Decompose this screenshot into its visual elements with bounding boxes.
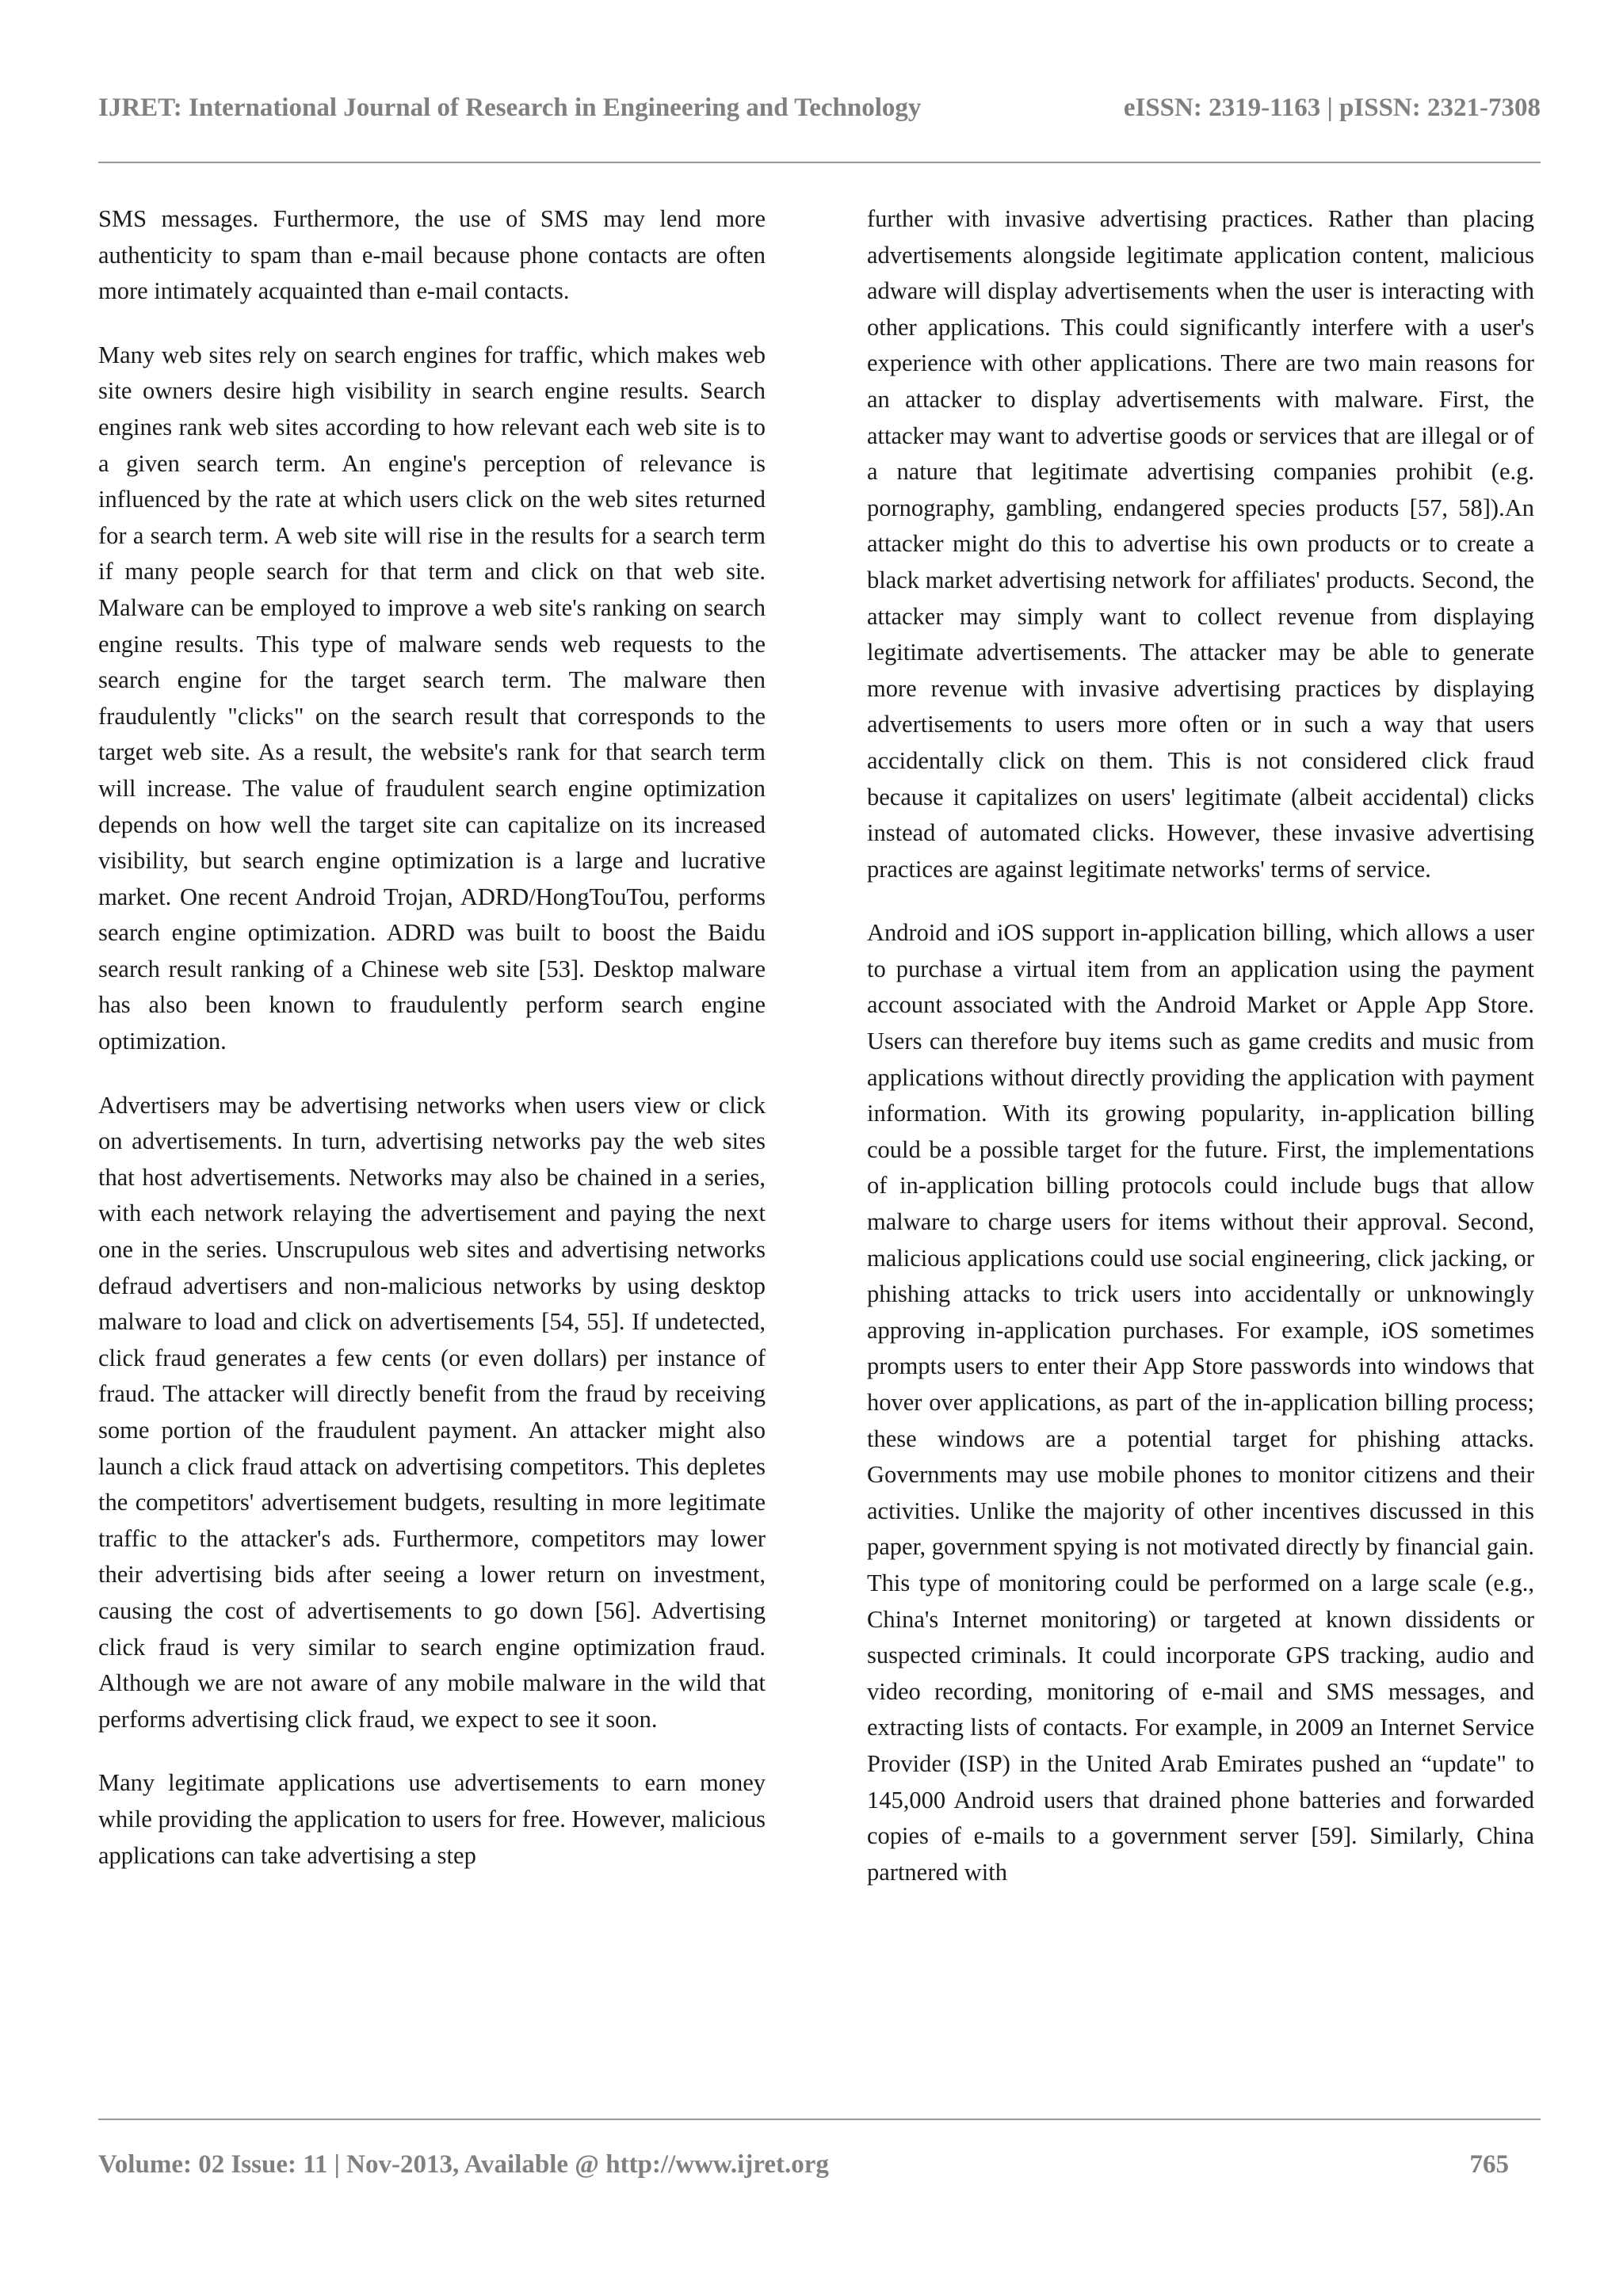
paragraph-search-engine-optimization: Many web sites rely on search engines for traffic, which makes web site owners desire high visibility in search engine results. Search engines rank web sites according to how relevant each web site is to a given search term. An engine's perception of relevance is influenced by the rate at which users click on the web sites returned for a search term. A web site will rise in the results for a search term if many people search for that term and click on that web site. Malware can be employed to improve a web site's ranking on search engine results. This type of malware sends web requests to the search engine for the target search term. The malware then fraudulently "clicks" on the search result that corresponds to the target web site. As a result, the website's rank for that search term will increase. The value of fraudulent search engine optimization depends on how well the target site can capitalize on its increased visibility, but search engine optimization is a large and lucrative market. One recent Android Trojan, ADRD/HongTouTou, performs search engine optimization. ADRD was built to boost the Baidu search result ranking of a Chinese web site [53]. Desktop malware has also been known to fraudulently perform search engine optimization.	[98, 341, 766, 1055]
paragraph-advertising-intro: Many legitimate applications use advertisements to earn money while providing the application to users for free. However, malicious applications can take advertising a step	[98, 1769, 766, 1869]
running-header	[98, 93, 1541, 123]
running-footer	[98, 2150, 1509, 2180]
page-number: 765	[1469, 2150, 1509, 2179]
right-column	[867, 201, 1534, 1890]
paragraph-sms-spam: SMS messages. Furthermore, the use of SMS may lend more authenticity to spam than e-mail because phone contacts are often more intimately acquainted than e-mail contacts.	[98, 205, 766, 305]
header-divider	[98, 162, 1541, 163]
volume-info: Volume: 02 Issue: 11 | Nov-2013, Available @ http://www.ijret.org	[98, 2150, 829, 2179]
paragraph-in-application-billing: Android and iOS support in-application billing, which allows a user to purchase a virtual item from an application using the payment account associated with the Android Market or Apple App Store. Users can therefore buy items such as game credits and music from applications without directly providing the application with payment information. With its growing popularity, in-application billing could be a possible target for the future. First, the implementations of in-application billing protocols could include bugs that allow malware to charge users for items without their approval. Second, malicious applications could use social engineering, click jacking, or phishing attacks to trick users into accidentally or unknowingly approving in-application purchases. For example, iOS sometimes prompts users to enter their App Store passwords into windows that hover over applications, as part of the in-application billing process; these windows are a potential target for phishing attacks. Governments may use mobile phones to monitor citizens and their activities. Unlike the majority of other incentives discussed in this paper, government spying is not motivated directly by financial gain. This type of monitoring could be performed on a large scale (e.g., China's Internet monitoring) or targeted at known dissidents or suspected criminals. It could incorporate GPS tracking, audio and video recording, monitoring of e-mail and SMS messages, and extracting lists of contacts. For example, in 2009 an Internet Service Provider (ISP) in the United Arab Emirates pushed an “update" to 145,000 Android users that drained phone batteries and forwarded copies of e-mails to a government server [59]. Similarly, China partnered with	[867, 919, 1534, 1886]
issn-info: eISSN: 2319-1163 | pISSN: 2321-7308	[1123, 93, 1541, 122]
paragraph-invasive-advertising: further with invasive advertising practices. Rather than placing advertisements alongside legitimate application content, malicious adware will display advertisements when the user is interacting with other applications. This could significantly interfere with a user's experience with other applications. There are two main reasons for an attacker to display advertisements with malware. First, the attacker may want to advertise goods or services that are illegal or of a nature that legitimate advertising companies prohibit (e.g. pornography, gambling, endangered species products [57, 58]).An attacker might do this to advertise his own products or to create a black market advertising network for affiliates' products. Second, the attacker may simply want to collect revenue from displaying legitimate advertisements. The attacker may be able to generate more revenue with invasive advertising practices by displaying advertisements to users more often or in such a way that users accidentally click on them. This is not considered click fraud because it capitalizes on users' legitimate (albeit accidental) clicks instead of automated clicks. However, these invasive advertising practices are against legitimate networks' terms of service.	[867, 205, 1534, 883]
paragraph-click-fraud: Advertisers may be advertising networks when users view or click on advertisements. In turn, advertising networks pay the web sites that host advertisements. Networks may also be chained in a series, with each network relaying the advertisement and paying the next one in the series. Unscrupulous web sites and advertising networks defraud advertisers and non-malicious networks by using desktop malware to load and click on advertisements [54, 55]. If undetected, click fraud generates a few cents (or even dollars) per instance of fraud. The attacker will directly benefit from the fraud by receiving some portion of the fraudulent payment. An attacker might also launch a click fraud attack on advertising competitors. This depletes the competitors' advertisement budgets, resulting in more legitimate traffic to the attacker's ads. Furthermore, competitors may lower their advertising bids after seeing a lower return on investment, causing the cost of advertisements to go down [56]. Advertising click fraud is very similar to search engine optimization fraud. Although we are not aware of any mobile malware in the wild that performs advertising click fraud, we expect to see it soon.	[98, 1091, 766, 1733]
journal-title: IJRET: International Journal of Research in Engineering and Technology	[98, 93, 922, 122]
footer-divider	[98, 2119, 1541, 2120]
left-column	[98, 201, 766, 1874]
